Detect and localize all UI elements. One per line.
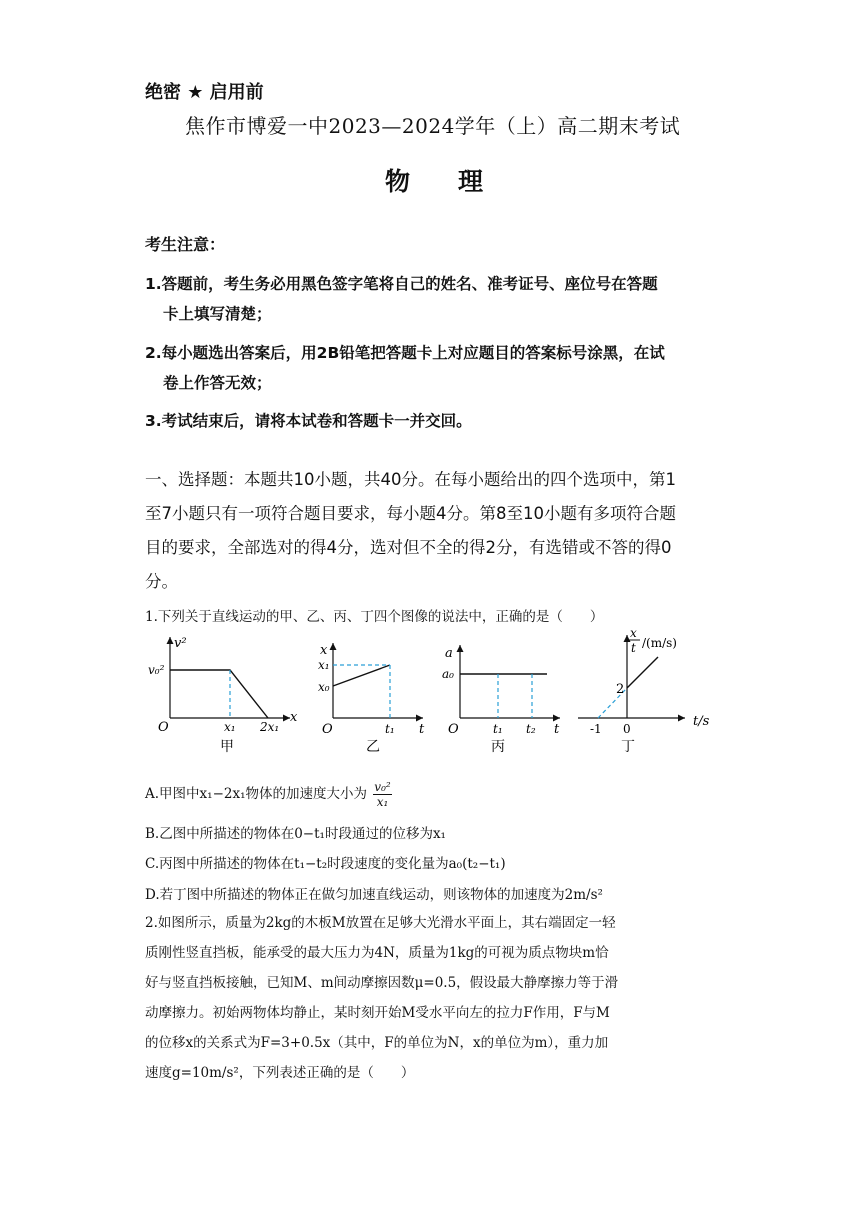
yi-origin: O xyxy=(322,722,333,737)
figure-jia xyxy=(148,636,298,755)
section-instructions-2: 至7小题只有一项符合题目要求，每小题4分。第8至10小题有多项符合题 xyxy=(145,504,676,523)
yi-y1: x₁ xyxy=(318,658,330,672)
bing-a0: a₀ xyxy=(442,667,454,681)
question-1-option-d: D.若丁图中所描述的物体正在做匀加速直线运动，则该物体的加速度为2m/s² xyxy=(145,887,603,903)
ding-ylabel: /(m/s) xyxy=(642,636,677,650)
question-1-figures xyxy=(140,625,740,760)
bing-t2: t₂ xyxy=(526,722,536,736)
option-a-denominator: x₁ xyxy=(376,795,389,809)
ding-neg: -1 xyxy=(590,722,602,736)
ding-frac-num: x xyxy=(630,626,637,640)
notice-item-3: 3.考试结束后，请将本试卷和答题卡一并交回。 xyxy=(145,412,472,430)
secret-label: 绝密 ★ 启用前 xyxy=(145,82,264,103)
ding-origin: 0 xyxy=(623,722,631,736)
jia-xlabel: x xyxy=(290,710,298,725)
yi-t1: t₁ xyxy=(385,722,395,736)
question-2-line-5: 的位移x的关系式为F=3+0.5x（其中，F的单位为N，x的单位为m），重力加 xyxy=(145,1035,609,1051)
ding-intercept: 2 xyxy=(616,682,625,697)
figure-ding xyxy=(578,626,710,755)
jia-origin: O xyxy=(158,720,169,735)
jia-ylabel: v² xyxy=(174,636,187,651)
ding-xlabel: t/s xyxy=(693,714,710,729)
jia-x2: 2x₁ xyxy=(260,720,280,734)
section-instructions-3: 目的要求，全部选对的得4分，选对但不全的得2分，有选错或不答的得0 xyxy=(145,538,672,557)
section-instructions-1: 一、选择题：本题共10小题，共40分。在每小题给出的四个选项中，第1 xyxy=(145,470,676,489)
bing-t1: t₁ xyxy=(493,722,503,736)
subject-title: 物理 xyxy=(385,167,532,196)
exam-title: 焦作市博爱一中2023—2024学年（上）高二期末考试 xyxy=(185,114,681,138)
jia-caption: 甲 xyxy=(220,739,234,755)
section-instructions-4: 分。 xyxy=(145,572,178,591)
notice-item-2: 2.每小题选出答案后，用2B铅笔把答题卡上对应题目的答案标号涂黑，在试 xyxy=(145,344,665,362)
option-a-fraction xyxy=(373,780,391,809)
bing-xlabel: t xyxy=(554,722,560,737)
option-a-text: A.甲图中x₁−2x₁物体的加速度大小为 xyxy=(145,786,367,802)
notice-heading: 考生注意： xyxy=(145,235,226,254)
ding-caption: 丁 xyxy=(621,739,635,755)
question-1-option-a xyxy=(145,780,392,809)
question-2-line-4: 动摩擦力。初始两物体均静止，某时刻开始M受水平向左的拉力F作用，F与M xyxy=(145,1005,610,1021)
yi-xlabel: t xyxy=(419,722,425,737)
question-1-option-c: C.丙图中所描述的物体在t₁−t₂时段速度的变化量为a₀(t₂−t₁) xyxy=(145,856,506,872)
bing-origin: O xyxy=(448,722,459,737)
ding-frac-den: t xyxy=(631,641,636,655)
bing-caption: 丙 xyxy=(491,739,505,755)
figure-bing xyxy=(442,645,560,755)
question-1-stem: 1.下列关于直线运动的甲、乙、丙、丁四个图像的说法中，正确的是（ ） xyxy=(145,609,604,625)
jia-y0: v₀² xyxy=(148,663,165,677)
question-1-option-b: B.乙图中所描述的物体在0−t₁时段通过的位移为x₁ xyxy=(145,826,446,842)
notice-item-1: 1.答题前，考生务必用黑色签字笔将自己的姓名、准考证号、座位号在答题 xyxy=(145,275,658,293)
option-a-numerator: v₀² xyxy=(374,780,391,794)
question-2-line-2: 质刚性竖直挡板，能承受的最大压力为4N，质量为1kg的可视为质点物块m恰 xyxy=(145,945,609,961)
notice-item-2-cont: 卷上作答无效； xyxy=(163,374,272,392)
bing-ylabel: a xyxy=(445,646,453,661)
jia-x1: x₁ xyxy=(224,720,236,734)
figure-yi xyxy=(318,643,425,755)
yi-ylabel: x xyxy=(320,643,328,658)
question-2-line-1: 2.如图所示，质量为2kg的木板M放置在足够大光滑水平面上，其右端固定一轻 xyxy=(145,915,616,931)
question-2-line-6: 速度g=10m/s²，下列表述正确的是（ ） xyxy=(145,1065,415,1081)
notice-item-1-cont: 卡上填写清楚； xyxy=(163,305,272,323)
yi-caption: 乙 xyxy=(366,739,380,755)
question-2-line-3: 好与竖直挡板接触，已知M、m间动摩擦因数μ=0.5，假设最大静摩擦力等于滑 xyxy=(145,975,619,991)
yi-y0: x₀ xyxy=(318,680,330,694)
